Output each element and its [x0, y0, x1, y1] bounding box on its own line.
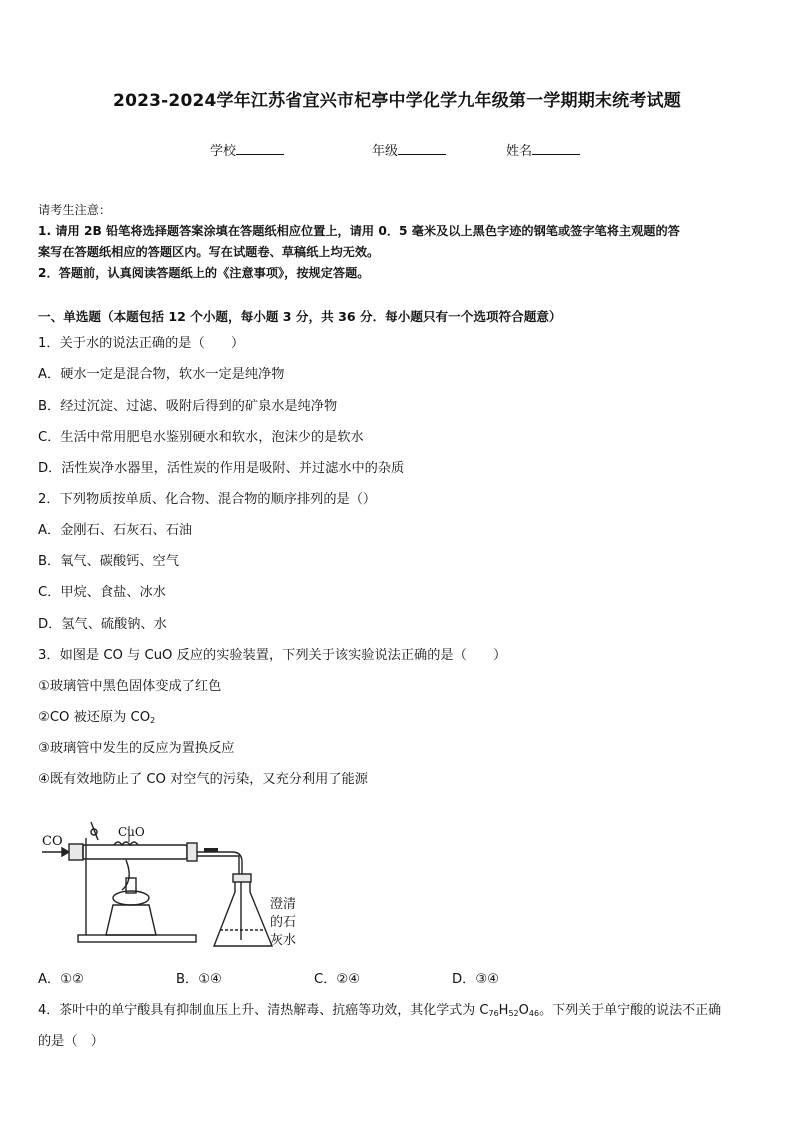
flask-stopper — [233, 874, 251, 882]
q1-option-b: B．经过沉淀、过滤、吸附后得到的矿泉水是纯净物 — [38, 399, 338, 414]
q3-option-a[interactable]: A．①② — [38, 972, 84, 987]
q3-statement-2 — [38, 706, 155, 725]
q1-stem: 1．关于水的说法正确的是（ ） — [38, 336, 245, 351]
limewater-label-2: 的石 — [270, 915, 297, 930]
apparatus-figure — [36, 808, 306, 954]
q3-option-c[interactable]: C．②④ — [314, 972, 361, 987]
right-stopper — [187, 843, 197, 861]
page-title: 2023-2024学年江苏省宜兴市杞亭中学化学九年级第一学期期末统考试题 — [113, 91, 681, 111]
q3-option-b[interactable]: B．①④ — [176, 972, 222, 987]
q3-statement-1: ①玻璃管中黑色固体变成了红色 — [38, 679, 222, 694]
q4-sub-h: 52 — [508, 1009, 519, 1018]
q4-stem-line-2: 的是（ ） — [38, 1034, 104, 1049]
notice-heading: 请考生注意： — [38, 203, 112, 217]
q4-o: O — [518, 1003, 529, 1018]
q1-option-d: D．活性炭净水器里，活性炭的作用是吸附、并过滤水中的杂质 — [38, 461, 405, 476]
name-blank[interactable] — [532, 140, 580, 155]
q3-stem: 3．如图是 CO 与 CuO 反应的实验装置，下列关于该实验说法正确的是（ ） — [38, 648, 507, 663]
notice-item-2: 2．答题前，认真阅读答题纸上的《注意事项》，按规定答题。 — [38, 266, 370, 280]
name-field — [506, 140, 580, 159]
q2-option-a: A．金刚石、石灰石、石油 — [38, 523, 193, 538]
cuo-label: CuO — [118, 825, 145, 839]
q4-stem-post: 。下列关于单宁酸的说法不正确 — [539, 1003, 722, 1018]
q3-statement-3: ③玻璃管中发生的反应为置换反应 — [38, 741, 235, 756]
delivery-tube — [197, 852, 242, 874]
q3-statement-4: ④既有效地防止了 CO 对空气的污染，又充分利用了能源 — [38, 772, 368, 787]
q1-option-c: C．生活中常用肥皂水鉴别硬水和软水，泡沫少的是软水 — [38, 430, 364, 445]
co-label: CO — [42, 834, 63, 849]
stand-base — [78, 935, 196, 942]
notice-item-1-line-1: 1. 请用 2B 铅笔将选择题答案涂填在答题纸相应位置上，请用 0．5 毫米及以上黑色字迹的钢笔或签字笔将主观题的答 — [38, 224, 680, 238]
notice-item-1-line-2: 案写在答题纸相应的答题区内。写在试题卷、草稿纸上均无效。 — [38, 245, 380, 259]
q2-option-c: C．甲烷、食盐、冰水 — [38, 585, 166, 600]
q3-option-d[interactable]: D．③④ — [452, 972, 499, 987]
alcohol-lamp — [106, 905, 156, 935]
section-1-heading: 一、单选题（本题包括 12 个小题，每小题 3 分，共 36 分．每小题只有一个选项符合题意） — [38, 309, 562, 324]
q2-option-d: D．氢气、硫酸钠、水 — [38, 617, 167, 632]
q3-options — [38, 968, 590, 987]
grade-label: 年级 — [372, 144, 399, 159]
erlenmeyer-flask — [214, 882, 272, 946]
q3-statement-2-sub: 2 — [150, 716, 156, 725]
q3-statement-2-text: ②CO 被还原为 CO — [38, 710, 151, 725]
limewater-label-1: 澄清 — [270, 897, 297, 912]
school-blank[interactable] — [236, 140, 284, 155]
grade-field — [372, 140, 446, 159]
name-label: 姓名 — [506, 144, 533, 159]
q4-stem-line-1 — [38, 999, 721, 1018]
q2-option-b: B．氧气、碳酸钙、空气 — [38, 554, 179, 569]
school-label: 学校 — [210, 144, 237, 159]
co-arrowhead — [62, 848, 69, 856]
left-stopper — [69, 844, 83, 860]
glass-tube — [83, 845, 187, 859]
delivery-tube-inner — [197, 856, 239, 874]
grade-blank[interactable] — [398, 140, 446, 155]
limewater-label-3: 灰水 — [270, 933, 297, 948]
q4-sub-o: 46 — [528, 1009, 540, 1018]
q2-stem: 2．下列物质按单质、化合物、混合物的顺序排列的是（） — [38, 492, 377, 507]
q4-stem-pre: 4．茶叶中的单宁酸具有抑制血压上升、清热解毒、抗癌等功效，其化学式为 C — [38, 1003, 489, 1018]
notice-block — [38, 200, 680, 284]
q4-h: H — [498, 1003, 509, 1018]
q1-option-a: A．硬水一定是混合物，软水一定是纯净物 — [38, 367, 285, 382]
q4-sub-c: 76 — [488, 1009, 499, 1018]
school-field — [210, 140, 284, 159]
